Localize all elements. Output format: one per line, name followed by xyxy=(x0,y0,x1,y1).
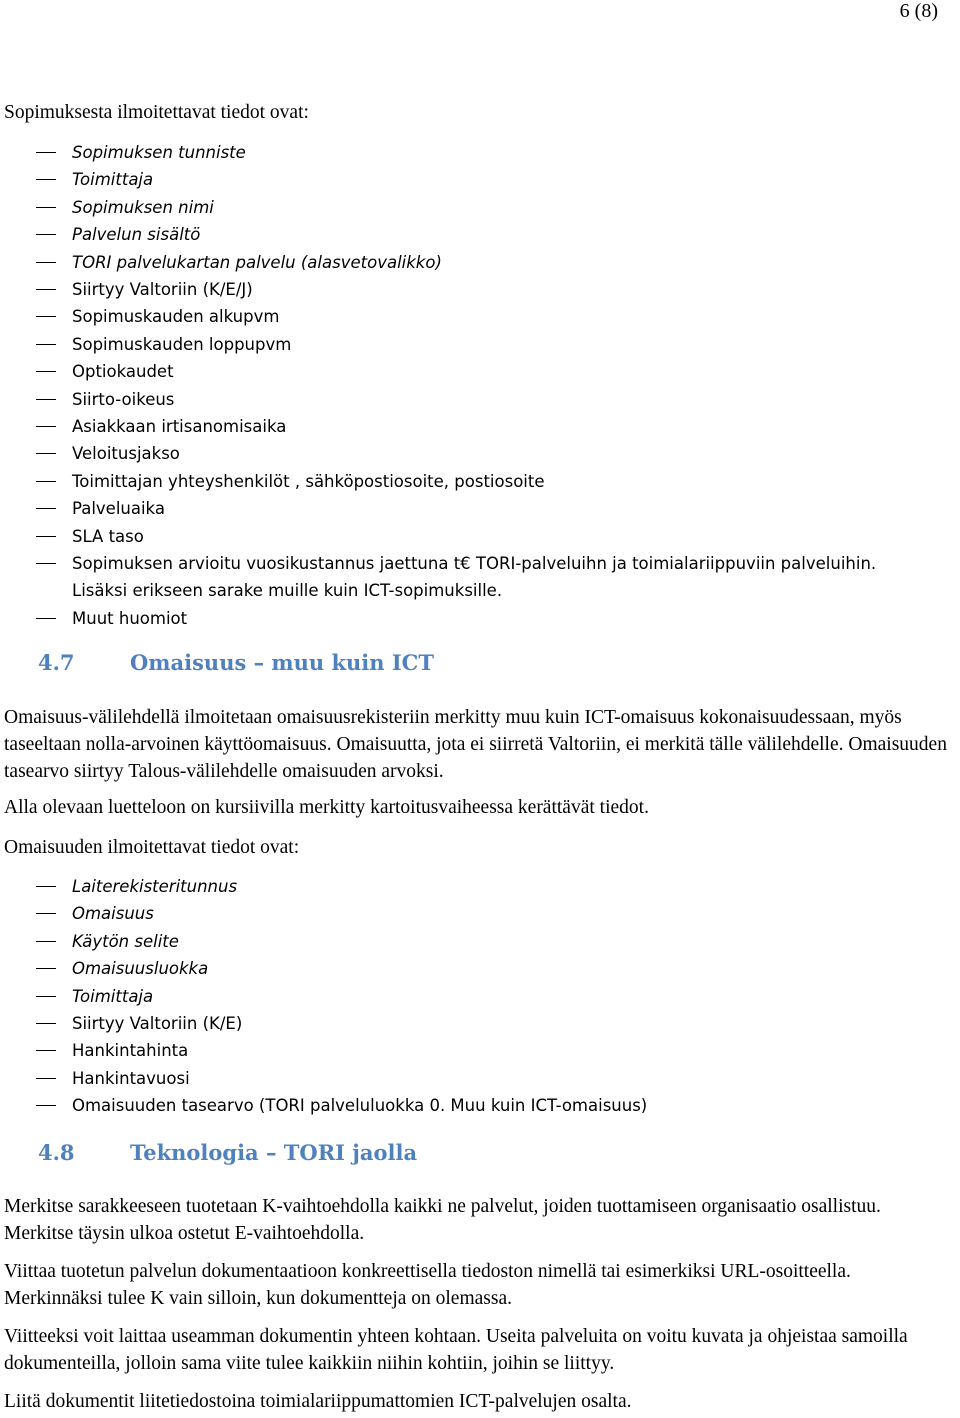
dash-bullet xyxy=(36,399,56,400)
list-item: Optiokaudet xyxy=(0,358,880,385)
list-item: Omaisuusluokka xyxy=(0,955,237,982)
section-paragraph: Viitteeksi voit laittaa useamman dokumentin yhteen kohtaan. Useita palveluita on voitu kuvata ja ohjeistaa samoilla dokumenteilla, jolloin sama viite tulee kaikkiin niihin kohtiin, joihin se liittyy. xyxy=(4,1326,908,1374)
dash-bullet xyxy=(36,371,56,372)
dash-bullet xyxy=(36,996,56,997)
dash-bullet xyxy=(36,179,56,180)
section-heading-4-7 xyxy=(38,650,434,675)
section-paragraph: Alla olevaan luetteloon on kursiivilla merkitty kartoitusvaiheessa kerättävät tiedot. xyxy=(4,797,649,818)
list-item: Käytön selite xyxy=(0,928,237,955)
section-paragraph: Omaisuuden ilmoitettavat tiedot ovat: xyxy=(4,837,300,858)
list-item: Palveluaika xyxy=(0,495,880,522)
list-item: Muut huomiot xyxy=(0,605,880,632)
section-number: 4.8 xyxy=(38,1140,75,1165)
section-paragraph: Omaisuus-välilehdellä ilmoitetaan omaisuusrekisteriin merkitty muu kuin ICT-omaisuus kokonaisuudessaan, myös taseeltaan nolla-arvoinen käyttöomaisuus. Omaisuutta, jota ei siirretä Valtoriin, ei merkitä tälle välilehdelle. Omaisuuden tasearvo siirtyy Talous-välilehdelle omaisuuden arvoksi. xyxy=(4,707,947,782)
list-item: Veloitusjakso xyxy=(0,440,880,467)
page-number: 6 (8) xyxy=(899,0,938,22)
dash-bullet xyxy=(36,1023,56,1024)
dash-bullet xyxy=(36,234,56,235)
section-title: Teknologia – TORI jaolla xyxy=(130,1140,418,1165)
list-item: Omaisuuden tasearvo (TORI palveluluokka 0. Muu kuin ICT-omaisuus) xyxy=(0,1092,647,1119)
section-paragraph: Viittaa tuotetun palvelun dokumentaatioon konkreettisella tiedoston nimellä tai esimerkiksi URL-osoitteella. Merkinnäksi tulee K vain silloin, kun dokumentteja on olemassa. xyxy=(4,1261,851,1309)
list-item: Sopimuksen tunniste xyxy=(0,139,442,166)
dash-bullet xyxy=(36,344,56,345)
list-item: Laiterekisteritunnus xyxy=(0,873,237,900)
dash-bullet xyxy=(36,1050,56,1051)
dash-bullet xyxy=(36,316,56,317)
asset-fields-list xyxy=(0,1010,647,1120)
list-item: Omaisuus xyxy=(0,900,237,927)
dash-bullet xyxy=(36,886,56,887)
dash-bullet xyxy=(36,481,56,482)
dash-bullet xyxy=(36,508,56,509)
section-paragraph: Liitä dokumentit liitetiedostoina toimialariippumattomien ICT-palvelujen osalta. xyxy=(4,1391,632,1412)
asset-fields-italic-list xyxy=(0,873,237,1010)
list-item: Sopimuskauden loppupvm xyxy=(0,331,880,358)
dash-bullet xyxy=(36,1105,56,1106)
dash-bullet xyxy=(36,536,56,537)
list-item: SLA taso xyxy=(0,523,880,550)
dash-bullet xyxy=(36,913,56,914)
list-item: Palvelun sisältö xyxy=(0,221,442,248)
section-number: 4.7 xyxy=(38,650,75,675)
dash-bullet xyxy=(36,618,56,619)
list-item: Toimittaja xyxy=(0,983,237,1010)
section-title: Omaisuus – muu kuin ICT xyxy=(130,650,435,675)
contract-fields-italic-list xyxy=(0,139,442,276)
dash-bullet xyxy=(36,563,56,564)
section-paragraph: Merkitse sarakkeeseen tuotetaan K-vaihtoehdolla kaikki ne palvelut, joiden tuottamiseen organisaatio osallistuu. Merkitse täysin ulkoa ostetut E-vaihtoehdolla. xyxy=(4,1196,881,1244)
dash-bullet xyxy=(36,262,56,263)
contract-fields-list xyxy=(0,276,880,632)
list-item: Toimittaja xyxy=(0,166,442,193)
list-item: TORI palvelukartan palvelu (alasvetovalikko) xyxy=(0,249,442,276)
list-item: Toimittajan yhteyshenkilöt , sähköpostiosoite, postiosoite xyxy=(0,468,880,495)
list-item: Siirtyy Valtoriin (K/E) xyxy=(0,1010,647,1037)
list-item: Siirto-oikeus xyxy=(0,386,880,413)
list-item: Siirtyy Valtoriin (K/E/J) xyxy=(0,276,880,303)
dash-bullet xyxy=(36,941,56,942)
dash-bullet xyxy=(36,289,56,290)
intro-paragraph: Sopimuksesta ilmoitettavat tiedot ovat: xyxy=(4,102,309,123)
list-item: Sopimuskauden alkupvm xyxy=(0,303,880,330)
dash-bullet xyxy=(36,968,56,969)
list-item: Asiakkaan irtisanomisaika xyxy=(0,413,880,440)
dash-bullet xyxy=(36,1078,56,1079)
dash-bullet xyxy=(36,152,56,153)
dash-bullet xyxy=(36,207,56,208)
section-heading-4-8 xyxy=(38,1140,417,1165)
dash-bullet xyxy=(36,426,56,427)
list-item: Sopimuksen arvioitu vuosikustannus jaettuna t€ TORI-palveluihn ja toimialariippuviin palveluihin. Lisäksi erikseen sarake muille kuin ICT-sopimuksille. xyxy=(0,550,880,605)
list-item: Sopimuksen nimi xyxy=(0,194,442,221)
dash-bullet xyxy=(36,453,56,454)
list-item: Hankintavuosi xyxy=(0,1065,647,1092)
list-item: Hankintahinta xyxy=(0,1037,647,1064)
